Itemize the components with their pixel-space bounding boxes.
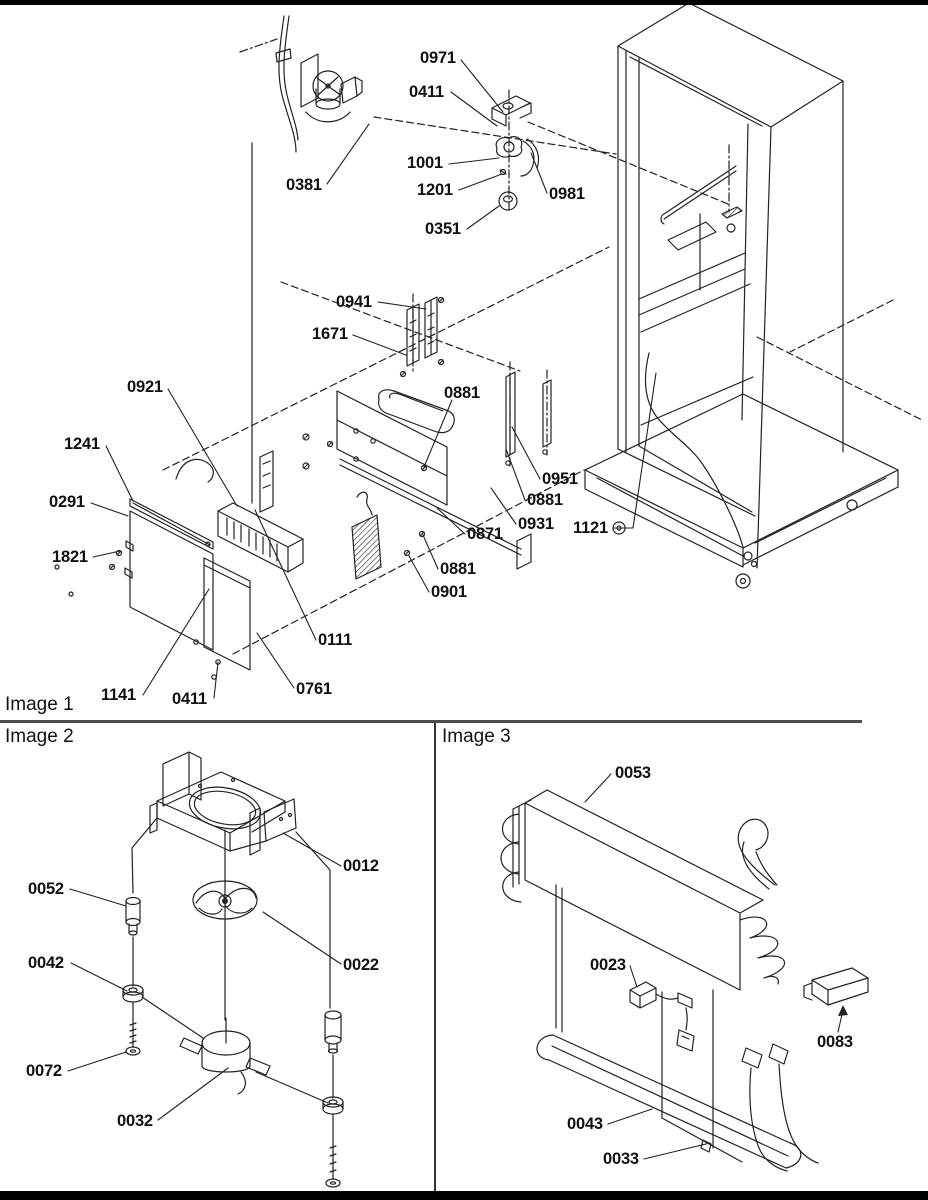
- part-label-1141: 1141: [101, 686, 136, 704]
- image2-title: Image 2: [5, 726, 74, 747]
- part-label-0023: 0023: [590, 956, 626, 974]
- part-label-1001: 1001: [407, 154, 443, 172]
- part-label-0022: 0022: [343, 956, 379, 974]
- part-label-0033: 0033: [603, 1150, 639, 1168]
- part-label-1241: 1241: [64, 435, 100, 453]
- part-label-0921: 0921: [127, 378, 163, 396]
- part-label-1821: 1821: [52, 548, 88, 566]
- part-label-0941: 0941: [336, 293, 372, 311]
- part-label-0291: 0291: [49, 493, 85, 511]
- part-label-0981: 0981: [549, 185, 585, 203]
- part-label-0411: 0411: [172, 690, 207, 708]
- image3-title: Image 3: [442, 726, 511, 747]
- part-label-0951: 0951: [542, 470, 578, 488]
- part-label-1201: 1201: [417, 181, 453, 199]
- part-label-0971: 0971: [420, 49, 456, 67]
- part-label-0032: 0032: [117, 1112, 153, 1130]
- part-label-0052: 0052: [28, 880, 64, 898]
- image1-title: Image 1: [5, 694, 74, 715]
- part-label-0761: 0761: [296, 680, 332, 698]
- part-label-0012: 0012: [343, 857, 379, 875]
- part-label-0083: 0083: [817, 1033, 853, 1051]
- part-label-1121: 1121: [573, 519, 608, 537]
- part-label-0931: 0931: [518, 515, 554, 533]
- part-label-0053: 0053: [615, 764, 651, 782]
- part-label-0881: 0881: [527, 491, 563, 509]
- part-label-1671: 1671: [312, 325, 348, 343]
- part-label-0043: 0043: [567, 1115, 603, 1133]
- part-label-0901: 0901: [431, 583, 467, 601]
- part-label-0881: 0881: [444, 384, 480, 402]
- part-label-0042: 0042: [28, 954, 64, 972]
- part-label-0111: 0111: [318, 631, 353, 649]
- part-label-0072: 0072: [26, 1062, 62, 1080]
- part-label-0411: 0411: [409, 83, 444, 101]
- part-label-0871: 0871: [467, 525, 503, 543]
- part-label-0381: 0381: [286, 176, 322, 194]
- part-label-0881: 0881: [440, 560, 476, 578]
- part-label-0351: 0351: [425, 220, 461, 238]
